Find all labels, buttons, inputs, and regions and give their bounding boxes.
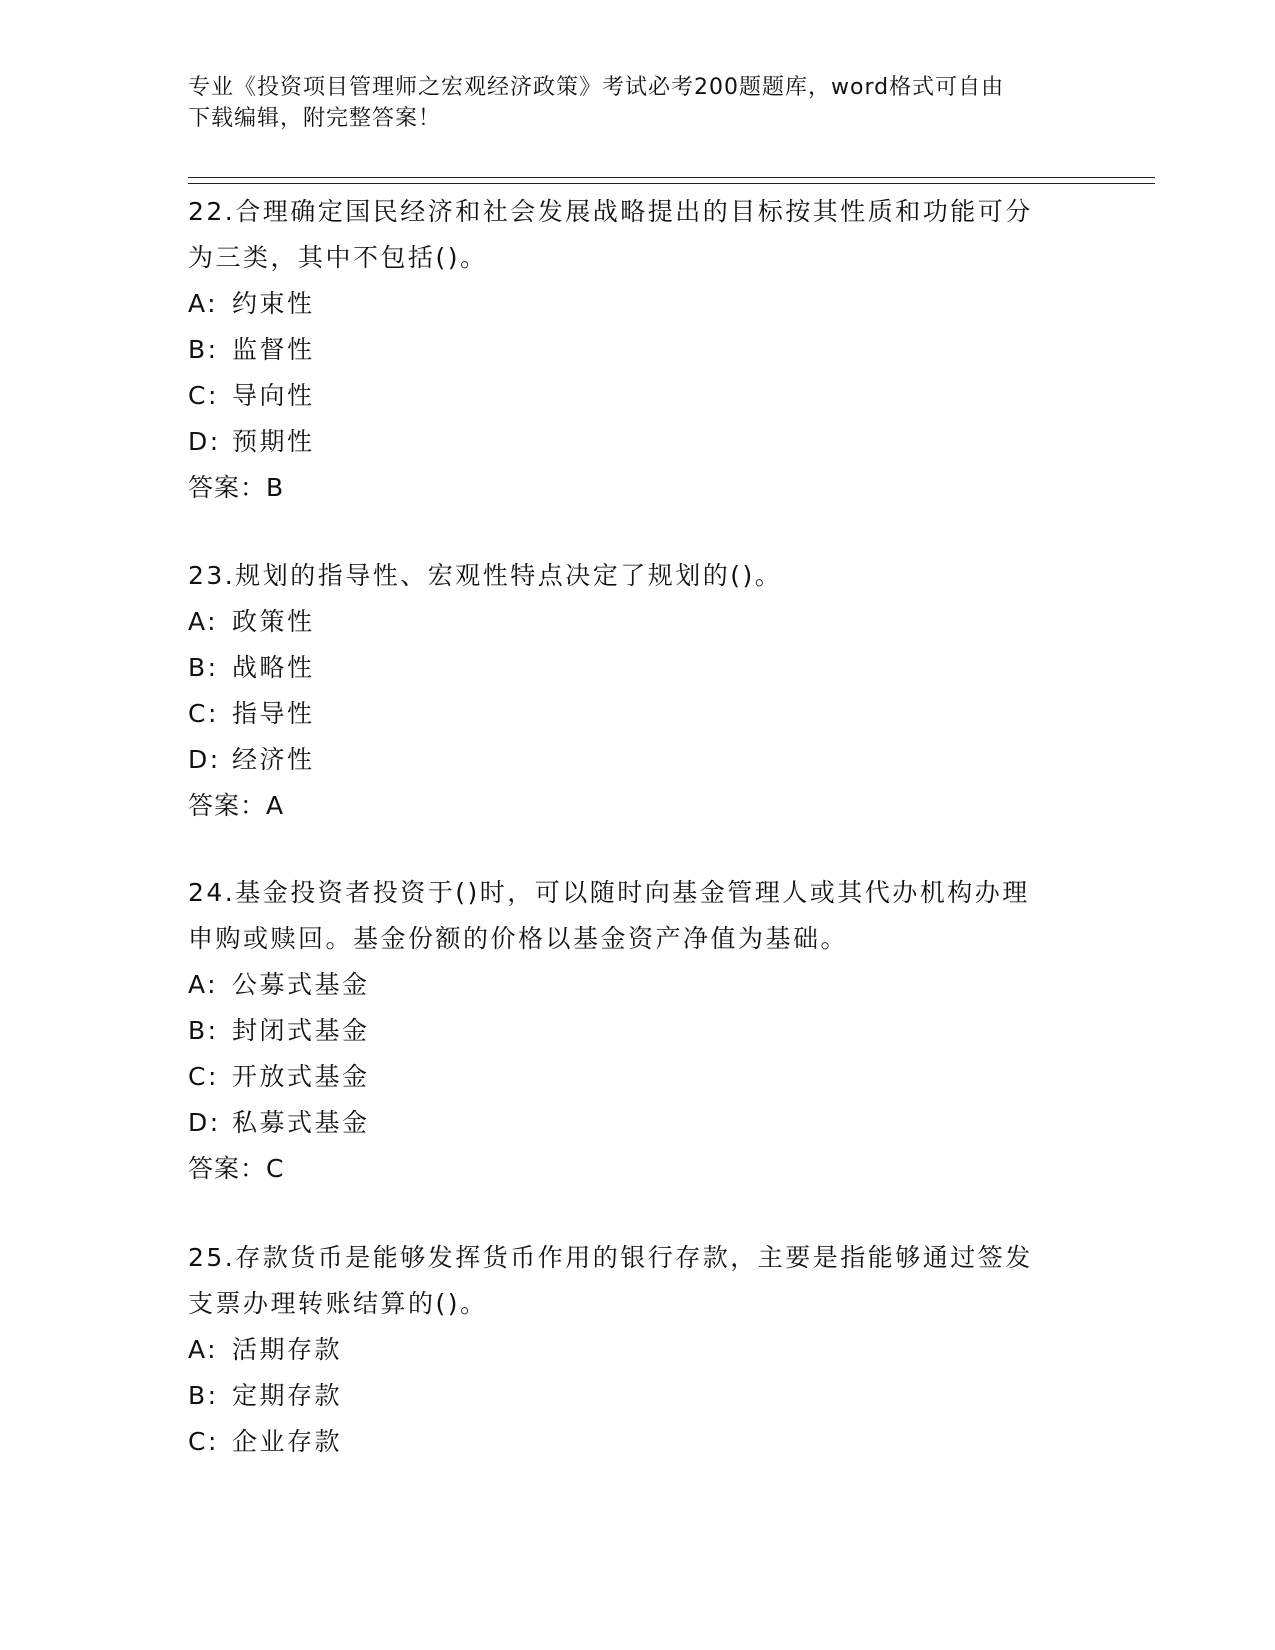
option-text: 约束性 bbox=[232, 289, 315, 318]
option-a bbox=[188, 1327, 1088, 1373]
header-divider-top bbox=[188, 177, 1155, 178]
option-letter: A: bbox=[188, 289, 219, 318]
option-letter: B: bbox=[188, 335, 219, 364]
option-letter: B: bbox=[188, 1381, 219, 1410]
option-letter: B: bbox=[188, 1016, 219, 1045]
option-text: 政策性 bbox=[232, 607, 315, 636]
option-a bbox=[188, 599, 1088, 645]
question-23 bbox=[188, 553, 1088, 829]
option-letter: D: bbox=[188, 745, 221, 774]
option-letter: B: bbox=[188, 653, 219, 682]
option-c bbox=[188, 373, 1088, 419]
option-a bbox=[188, 281, 1088, 327]
question-22 bbox=[188, 189, 1088, 511]
question-stem-line-2: 支票办理转账结算的()。 bbox=[188, 1289, 488, 1318]
answer: 答案：C bbox=[188, 1154, 285, 1183]
option-c bbox=[188, 1054, 1088, 1100]
option-letter: A: bbox=[188, 970, 219, 999]
answer: 答案：A bbox=[188, 791, 285, 820]
option-b bbox=[188, 327, 1088, 373]
option-text: 公募式基金 bbox=[232, 970, 370, 999]
question-stem-line-1: 25.存款货币是能够发挥货币作用的银行存款，主要是指能够通过签发 bbox=[188, 1243, 1033, 1272]
option-letter: D: bbox=[188, 1108, 221, 1137]
question-stem-line-2: 申购或赎回。基金份额的价格以基金资产净值为基础。 bbox=[188, 924, 849, 953]
header-divider-bottom bbox=[188, 183, 1155, 184]
option-d bbox=[188, 737, 1088, 783]
option-letter: D: bbox=[188, 427, 221, 456]
option-letter: C: bbox=[188, 1062, 219, 1091]
option-c bbox=[188, 1419, 1088, 1465]
option-c bbox=[188, 691, 1088, 737]
question-stem-line-1: 24.基金投资者投资于()时，可以随时向基金管理人或其代办机构办理 bbox=[188, 878, 1030, 907]
option-b bbox=[188, 1373, 1088, 1419]
option-text: 预期性 bbox=[232, 427, 315, 456]
option-text: 监督性 bbox=[232, 335, 315, 364]
question-25 bbox=[188, 1235, 1088, 1465]
option-b bbox=[188, 645, 1088, 691]
header-note-line-2: 下载编辑，附完整答案！ bbox=[188, 106, 442, 131]
option-text: 战略性 bbox=[232, 653, 315, 682]
option-text: 定期存款 bbox=[232, 1381, 343, 1410]
question-24 bbox=[188, 870, 1088, 1192]
option-letter: C: bbox=[188, 381, 219, 410]
question-stem-line-1: 23.规划的指导性、宏观性特点决定了规划的()。 bbox=[188, 561, 783, 590]
option-a bbox=[188, 962, 1088, 1008]
option-d bbox=[188, 419, 1088, 465]
header-note bbox=[188, 72, 1068, 134]
option-text: 私募式基金 bbox=[232, 1108, 370, 1137]
option-letter: A: bbox=[188, 607, 219, 636]
answer: 答案：B bbox=[188, 473, 285, 502]
option-b bbox=[188, 1008, 1088, 1054]
option-text: 封闭式基金 bbox=[232, 1016, 370, 1045]
option-text: 活期存款 bbox=[232, 1335, 343, 1364]
option-text: 开放式基金 bbox=[232, 1062, 370, 1091]
question-stem-line-2: 为三类，其中不包括()。 bbox=[188, 243, 488, 272]
option-text: 经济性 bbox=[232, 745, 315, 774]
option-d bbox=[188, 1100, 1088, 1146]
option-letter: A: bbox=[188, 1335, 219, 1364]
option-text: 指导性 bbox=[232, 699, 315, 728]
option-letter: C: bbox=[188, 1427, 219, 1456]
header-note-line-1: 专业《投资项目管理师之宏观经济政策》考试必考200题题库，word格式可自由 bbox=[188, 75, 1005, 100]
question-stem-line-1: 22.合理确定国民经济和社会发展战略提出的目标按其性质和功能可分 bbox=[188, 197, 1033, 226]
option-text: 企业存款 bbox=[232, 1427, 343, 1456]
option-text: 导向性 bbox=[232, 381, 315, 410]
option-letter: C: bbox=[188, 699, 219, 728]
